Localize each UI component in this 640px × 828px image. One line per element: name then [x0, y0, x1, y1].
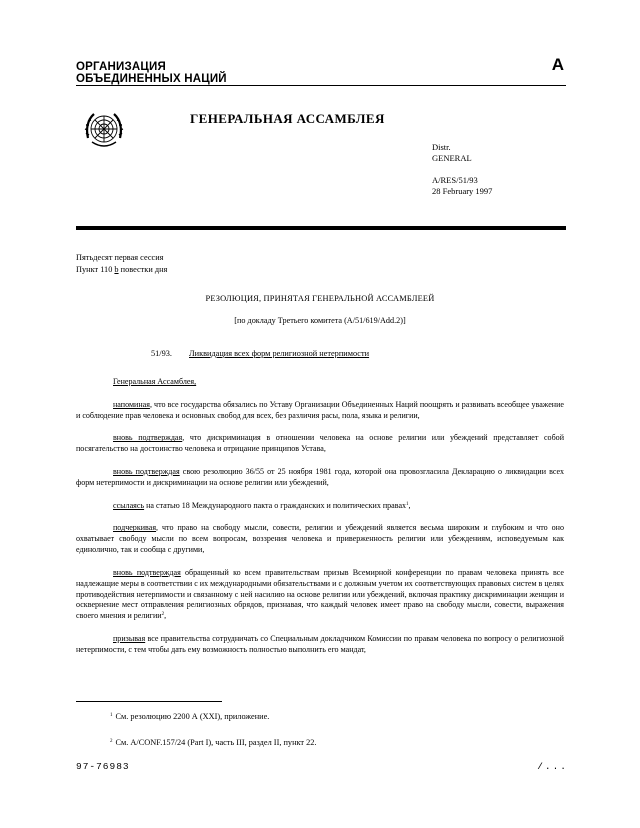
paragraph-end: ,: [164, 611, 167, 621]
distr-label: Distr.: [432, 142, 451, 152]
preamble-paragraph: [76, 634, 564, 656]
paragraph-text: обращенный ко всем правительствам призыв Всемирной конференции по правам человека принять все надлежащие меры в соответствии с их международными обязательствами и с должным учетом их соответствующих правовых систем в целях противодействия нетерпимости и связанному с ней насилию на основе религии или убеждений, включая практику дискриминации женщин и осквернение мест отправления религиозных обрядов, признавая, что каждый человек имеет право на свободу мысли, совести, выражения своего мнения и религии: [76, 567, 564, 621]
footnote-1: [110, 712, 269, 721]
paragraph-keyword: вновь подтверждая: [113, 466, 180, 476]
footnote-number: 1: [110, 713, 113, 718]
document-date: 28 February 1997: [432, 186, 493, 196]
footnote-number: 2: [110, 739, 113, 744]
paragraph-text: все правительства сотрудничать со Специальным докладчиком Комиссии по правам человека по вопросу о религиозной нетерпимости, с тем чтобы дать ему возможность полностью выполнить его мандат,: [76, 634, 564, 654]
paragraph-text: свою резолюцию 36/55 от 25 ноября 1981 года, которой она провозгласила Декларацию о ликвидации всех форм нетерпимости и дискриминации на основе религии или убеждений,: [76, 466, 565, 487]
committee-report: [по докладу Третьего комитета (A/51/619/Add.2)]: [234, 316, 406, 325]
session-line: Пятьдесят первая сессия: [76, 253, 164, 262]
distribution-block: [432, 142, 492, 197]
document-number: 97-76983: [76, 761, 130, 772]
footnote-text: См. A/CONF.157/24 (Part I), часть III, раздел II, пункт 22.: [115, 738, 317, 747]
thick-divider: [76, 226, 566, 230]
resolution-topic: Ликвидация всех форм религиозной нетерпимости: [189, 349, 370, 358]
assembly-title: ГЕНЕРАЛЬНАЯ АССАМБЛЕЯ: [190, 111, 385, 126]
organization-name: [76, 61, 227, 85]
paragraph-text: , что право на свободу мысли, совести, религии и убеждений является весьма широким и глубоким и что оно охватывает свободу мысли по всем вопросам, воззрения человека и приверженность религии или убеждениям, исповедуемым как единолично, так и сообща с другими,: [76, 523, 564, 555]
preamble-paragraph: [76, 568, 564, 623]
paragraph-keyword: ссылаясь: [113, 500, 145, 510]
preamble-paragraph: [76, 467, 564, 489]
preamble-paragraph: [76, 400, 564, 422]
paragraph-keyword: вновь подтверждая: [113, 433, 183, 443]
paragraph-end: ,: [408, 500, 411, 510]
paragraph-keyword: напоминая: [113, 399, 150, 409]
footnote-2: [110, 738, 317, 747]
paragraph-text: на статью 18 Международного пакта о гражданских и политических правах: [144, 500, 407, 510]
footnote-text: См. резолюцию 2200 А (XXI), приложение.: [115, 712, 270, 721]
preamble-paragraph: [76, 501, 564, 512]
paragraph-keyword: подчеркивая: [113, 523, 157, 533]
org-line-1: ОРГАНИЗАЦИЯ: [76, 61, 166, 73]
opening-phrase: [76, 377, 564, 388]
agenda-item-suffix: повестки дня: [118, 264, 168, 274]
agenda-item-letter: b: [114, 264, 119, 274]
header-divider: [76, 85, 566, 86]
paragraph-text: , что дискриминация в отношении человека на основе религии или убеждений представляет собой посягательство на достоинство человека и отрицание принципов Устава,: [76, 433, 564, 454]
org-line-2: ОБЪЕДИНЕННЫХ НАЦИЙ: [76, 73, 227, 85]
continued-marker: /...: [537, 761, 568, 772]
footnote-ref: 2: [161, 612, 165, 618]
un-emblem-icon: [82, 108, 126, 152]
preamble-paragraph: [76, 523, 564, 556]
paragraph-keyword: вновь подтверждая: [113, 567, 181, 577]
preamble-paragraph: [76, 433, 564, 455]
footnote-divider: [76, 701, 222, 702]
resolution-body: [76, 377, 564, 668]
session-info: [76, 252, 167, 275]
agenda-item-prefix: Пункт 110: [76, 264, 115, 274]
opening-phrase-text: Генеральная Ассамблея,: [113, 377, 197, 386]
document-letter: A: [551, 55, 564, 74]
distr-general: GENERAL: [432, 153, 472, 163]
resolution-title: РЕЗОЛЮЦИЯ, ПРИНЯТАЯ ГЕНЕРАЛЬНОЙ АССАМБЛЕЕЙ: [205, 294, 435, 303]
paragraph-keyword: призывая: [113, 634, 146, 644]
resolution-number: 51/93.: [151, 349, 172, 358]
footnote-ref: 1: [406, 501, 409, 507]
paragraph-text: , что все государства обязались по Уставу Организации Объединенных Наций поощрять и развивать всеобщее уважение и соблюдение прав человека и основных свобод для всех, без различия расы, пола, языка и религии,: [76, 399, 564, 420]
agenda-item: [76, 264, 167, 276]
document-symbol: A/RES/51/93: [432, 175, 478, 185]
